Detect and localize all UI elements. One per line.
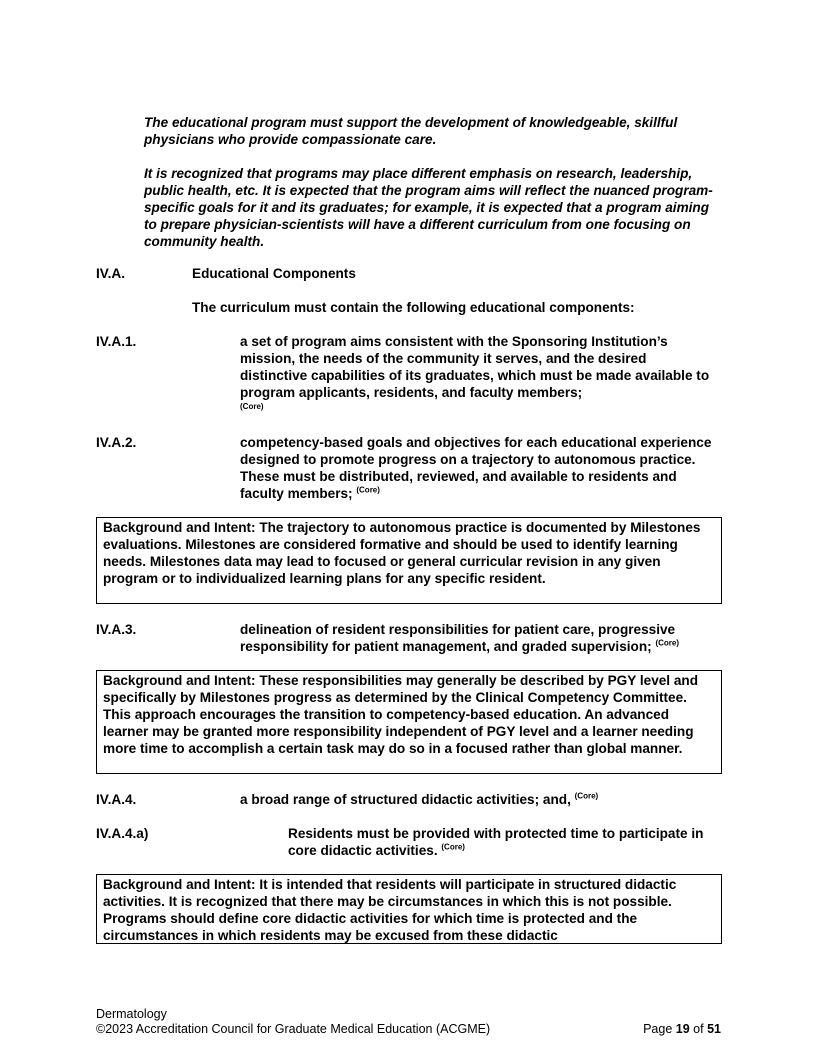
item-text [288,825,722,859]
intro-paragraph-1: The educational program must support the development of knowledgeable, skillful physicians who provide compassionate care. [144,115,678,147]
item-text [240,621,720,655]
item-body: competency-based goals and objectives for each educational experience designed to promote progress on a trajectory to autonomous practice. These must be distributed, reviewed, and available to residents and faculty members; [240,435,712,501]
background-intent-box: Background and Intent: It is intended that residents will participate in structured didactic activities. It is recognized that there may be circumstances in which this is not possible. Programs should define core didactic activities for which time is protected and the circumstances in which residents may be excused from these didactic [96,874,722,944]
section-title: Educational Components [192,266,356,281]
item-number: IV.A.4. [96,792,137,807]
item-number: IV.A.2. [96,435,137,450]
item-body: a broad range of structured didactic activities; and, [240,792,571,807]
section-lead: The curriculum must contain the following educational components: [192,300,635,315]
item-body: a set of program aims consistent with the Sponsoring Institution’s mission, the needs of the community it serves, and the desired distinctive capabilities of its graduates, which must be made available to program applicants, residents, and faculty members; [240,334,710,400]
footer-page-number [637,1022,721,1037]
intro-paragraph-2: It is recognized that programs may place different emphasis on research, leadership, public health, etc. It is expected that the program aims will reflect the nuanced program-specific goals for it and its graduates; for example, it is expected that a program aiming to prepare physician-scientists will have a different curriculum from one focusing on community health. [144,166,713,249]
item-number: IV.A.4.a) [96,826,149,841]
page-current: 19 [675,1022,690,1036]
item-body: delineation of resident responsibilities for patient care, progressive responsibility for patient management, and graded supervision; [240,622,676,654]
core-tag: (Core) [655,638,680,648]
section-number: IV.A. [96,266,125,281]
item-text [240,434,712,502]
item-number: IV.A.1. [96,334,137,349]
footer-specialty: Dermatology [96,1007,167,1021]
footer-copyright: ©2023 Accreditation Council for Graduate Medical Education (ACGME) [96,1022,491,1036]
core-tag: (Core) [574,791,599,801]
page-of: of [693,1022,704,1036]
core-tag: (Core) [356,485,380,495]
background-intent-box: Background and Intent: The trajectory to autonomous practice is documented by Milestones evaluations. Milestones are considered formative and should be used to identify learning needs. Milestones data may lead to focused or general curricular revision in any given program or to individualized learning plans for any specific resident. [96,517,722,604]
background-intent-box: Background and Intent: These responsibilities may generally be described by PGY level and specifically by Milestones progress as determined by the Clinical Competency Committee. This approach encourages the transition to competency-based education. An advanced learner may be granted more responsibility independent of PGY level and a learner needing more time to accomplish a certain task may do so in a focused rather than global manner. [96,670,722,774]
item-text [240,333,712,418]
page-total: 51 [707,1022,721,1036]
core-tag: (Core) [240,402,264,411]
item-number: IV.A.3. [96,622,137,637]
core-tag: (Core) [441,842,465,852]
page-word: Page [643,1022,673,1036]
item-text [240,791,712,808]
item-body: Residents must be provided with protected time to participate in core didactic activities. [288,826,704,858]
